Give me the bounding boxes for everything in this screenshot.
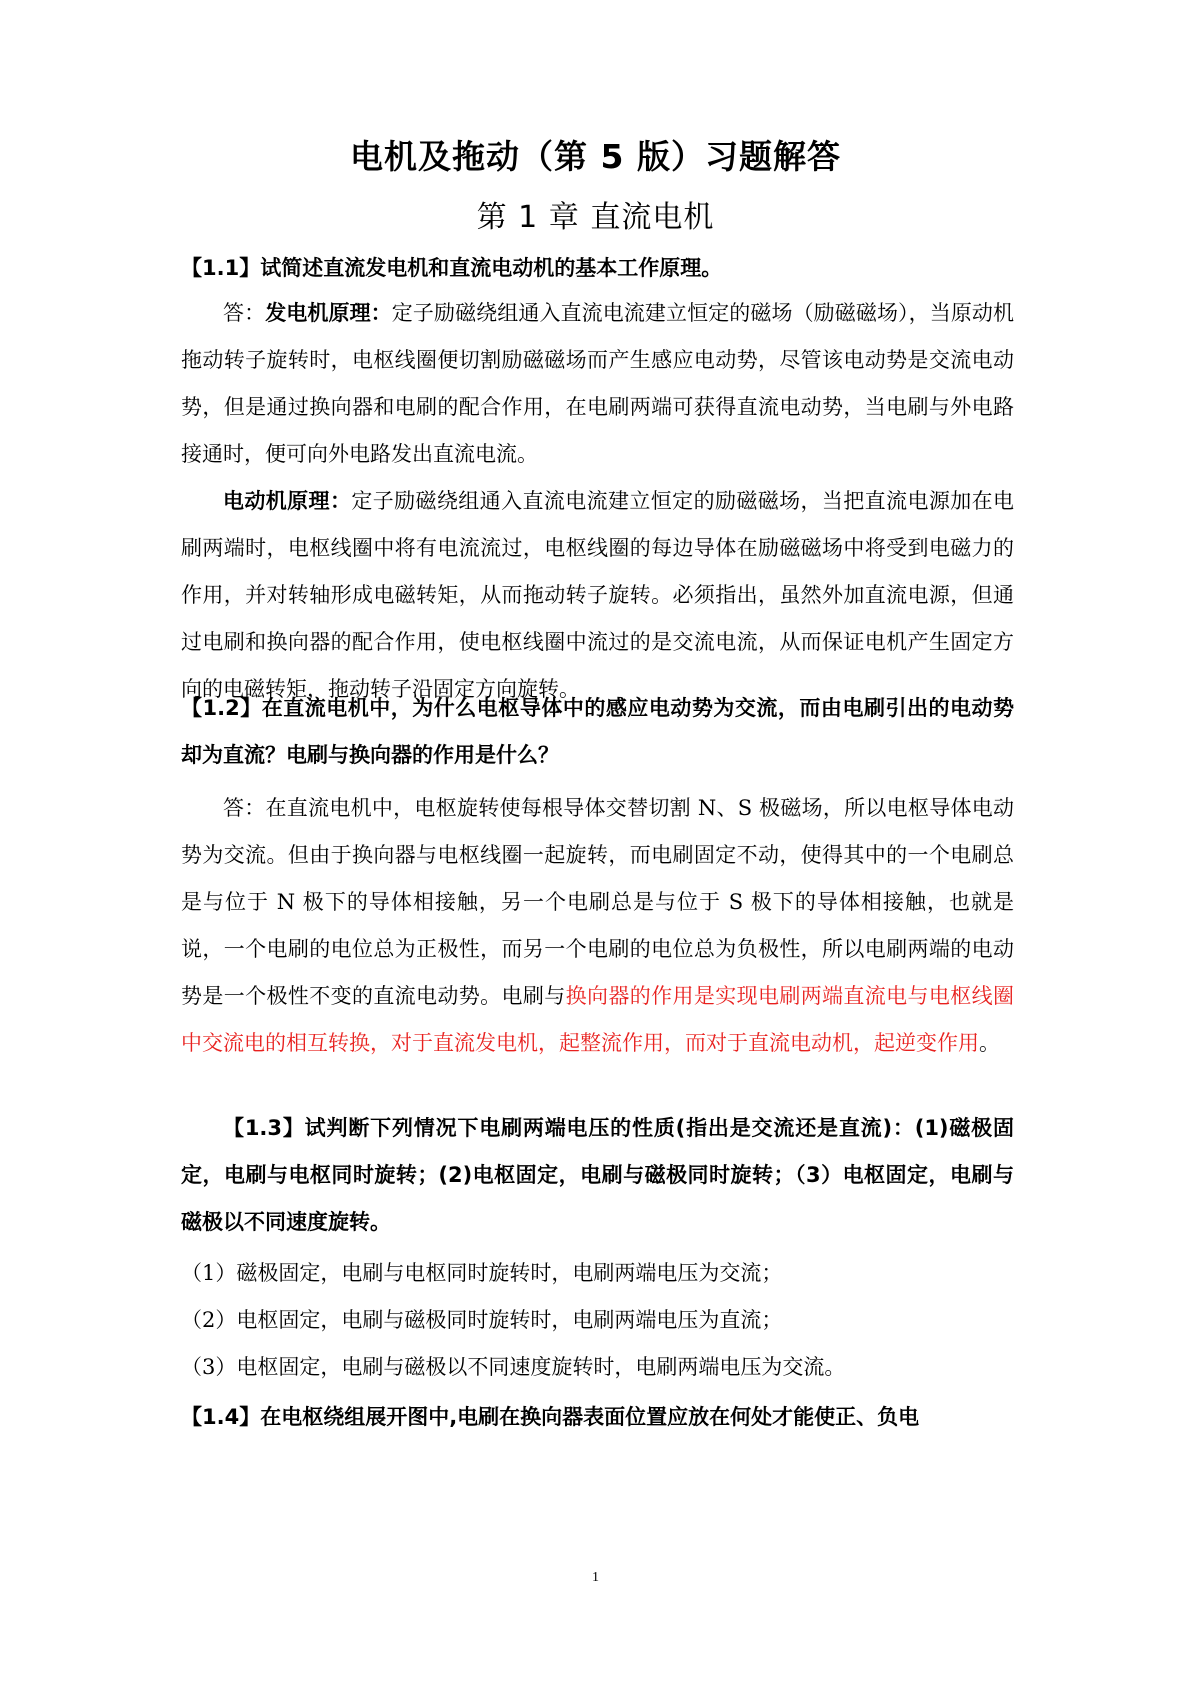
answer-1-2 — [181, 785, 1014, 1067]
answer-motor-paragraph — [181, 478, 1014, 713]
motor-principle-text: 定子励磁绕组通入直流电流建立恒定的励磁磁场，当把直流电源加在电刷两端时，电枢线圈中将有电流流过，电枢线圈的每边导体在励磁磁场中将受到电磁力的作用，并对转轴形成电磁转矩，从而拖动转子旋转。必须指出，虽然外加直流电源，但通过电刷和换向器的配合作用，使电枢线圈中流过的是交流电流，从而保证电机产生固定方向的电磁转矩，拖动转子沿固定方向旋转。 — [181, 489, 1015, 701]
question-1-1 — [181, 245, 1014, 292]
question-1-2 — [181, 685, 1014, 779]
answer-text: 答：在直流电机中，电枢旋转使每根导体交替切割 N、S 极磁场，所以电枢导体电动势为交流。但由于换向器与电枢线圈一起旋转，而电刷固定不动，使得其中的一个电刷总是与位于 N 极下的导体相接触，另一个电刷总是与位于 S 极下的导体相接触，也就是说，一个电刷的电位总为正极性，而另一个电刷的电位总为负极性，所以电刷两端的电动势是一个极性不变的直流电动势。电刷与 — [181, 796, 1014, 1008]
chapter-heading: 第 1 章 直流电机 — [476, 200, 715, 235]
question-text: 【1.2】在直流电机中，为什么电枢导体中的感应电动势为交流，而由电刷引出的电动势却为直流？电刷与换向器的作用是什么？ — [181, 696, 1014, 767]
question-1-4 — [181, 1394, 1014, 1441]
answer-1-1 — [181, 290, 1014, 713]
question-text: 【1.4】在电枢绕组展开图中,电刷在换向器表面位置应放在何处才能使正、负电 — [181, 1405, 920, 1429]
answer-paragraph — [181, 785, 1014, 1067]
answer-item-1: （1）磁极固定，电刷与电枢同时旋转时，电刷两端电压为交流； — [181, 1261, 783, 1285]
answer-prefix: 答： — [223, 301, 266, 325]
page-number: 1 — [592, 1570, 599, 1585]
question-1-3 — [181, 1105, 1014, 1246]
answer-generator-paragraph — [181, 290, 1014, 478]
motor-principle-label: 电动机原理： — [223, 489, 352, 513]
generator-principle-text: 定子励磁绕组通入直流电流建立恒定的磁场（励磁磁场），当原动机拖动转子旋转时，电枢线圈便切割励磁磁场而产生感应电动势，尽管该电动势是交流电动势，但是通过换向器和电刷的配合作用，在电刷两端可获得直流电动势，当电刷与外电路接通时，便可向外电路发出直流电流。 — [181, 301, 1015, 466]
answer-item-2: （2）电枢固定，电刷与磁极同时旋转时，电刷两端电压为直流； — [181, 1308, 783, 1332]
generator-principle-label: 发电机原理： — [265, 301, 392, 325]
document-title: 电机及拖动（第 5 版）习题解答 — [350, 137, 841, 176]
question-text: 【1.1】试简述直流发电机和直流电动机的基本工作原理。 — [181, 256, 723, 280]
answer-end: 。 — [979, 1031, 1000, 1055]
answer-item-3: （3）电枢固定，电刷与磁极以不同速度旋转时，电刷两端电压为交流。 — [181, 1355, 846, 1379]
highlighted-answer-text: 换向器的作用是实现电刷两端直流电与电枢线圈中交流电的相互转换，对于直流发电机，起整流作用，而对于直流电动机，起逆变作用 — [181, 984, 1015, 1055]
answer-1-3 — [181, 1250, 1014, 1391]
question-text: 【1.3】试判断下列情况下电刷两端电压的性质(指出是交流还是直流)：(1)磁极固定，电刷与电枢同时旋转；(2)电枢固定，电刷与磁极同时旋转；（3）电枢固定，电刷与磁极以不同速度旋转。 — [181, 1116, 1014, 1234]
